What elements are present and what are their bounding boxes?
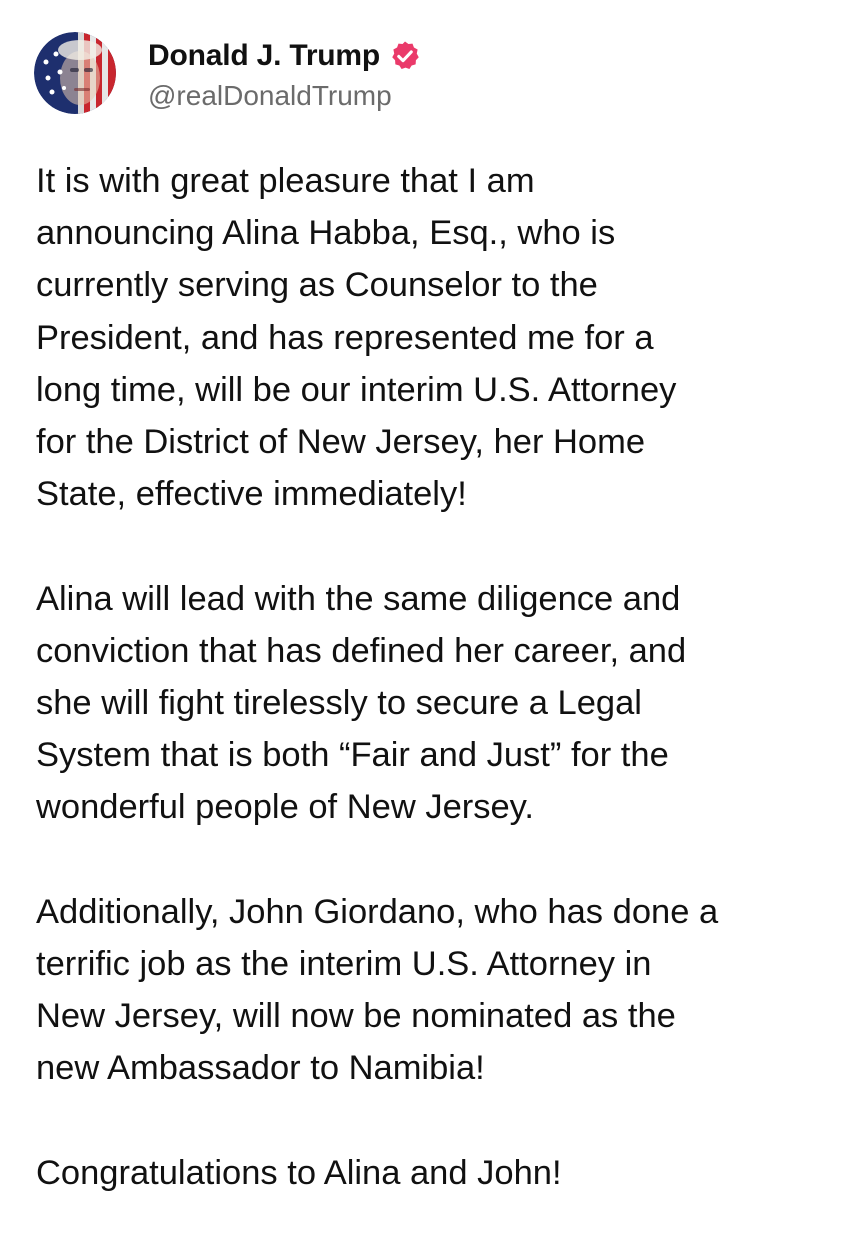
post-line: System that is both “Fair and Just” for the: [36, 736, 669, 775]
avatar[interactable]: [34, 32, 116, 114]
avatar-image: [34, 32, 116, 114]
verified-badge-icon: [388, 39, 422, 73]
post-line: It is with great pleasure that I am: [36, 162, 535, 200]
post-paragraph: [36, 1147, 836, 1199]
post-line: announcing Alina Habba, Esq., who is: [36, 214, 616, 253]
post-line: currently serving as Counselor to the: [36, 266, 598, 305]
post-body: [36, 155, 836, 1251]
post-line: Alina will lead with the same diligence and: [36, 579, 681, 618]
post-line: President, and has represented me for a: [36, 318, 654, 357]
post-paragraph: [36, 155, 836, 520]
post-paragraph: [36, 573, 836, 834]
post-line: wonderful people of New Jersey.: [36, 788, 534, 827]
author-identity: [148, 34, 422, 112]
post-line: for the District of New Jersey, her Home: [36, 423, 646, 462]
name-row: [148, 34, 422, 78]
post-line: new Ambassador to Namibia!: [36, 1049, 485, 1088]
post-line: conviction that has defined her career, and: [36, 631, 687, 670]
post-line: Congratulations to Alina and John!: [36, 1153, 562, 1192]
post-line: terrific job as the interim U.S. Attorney in: [36, 945, 652, 984]
post-line: long time, will be our interim U.S. Attorney: [36, 370, 677, 409]
post-line: Additionally, John Giordano, who has done a: [36, 892, 719, 931]
post-line: New Jersey, will now be nominated as the: [36, 997, 676, 1036]
post-paragraph: [36, 886, 836, 1095]
post-line: State, effective immediately!: [36, 475, 467, 514]
post-line: she will fight tirelessly to secure a Legal: [36, 684, 642, 723]
author-handle[interactable]: @realDonaldTrump: [148, 80, 392, 111]
post-header: [34, 28, 422, 118]
author-display-name[interactable]: Donald J. Trump: [148, 39, 381, 72]
